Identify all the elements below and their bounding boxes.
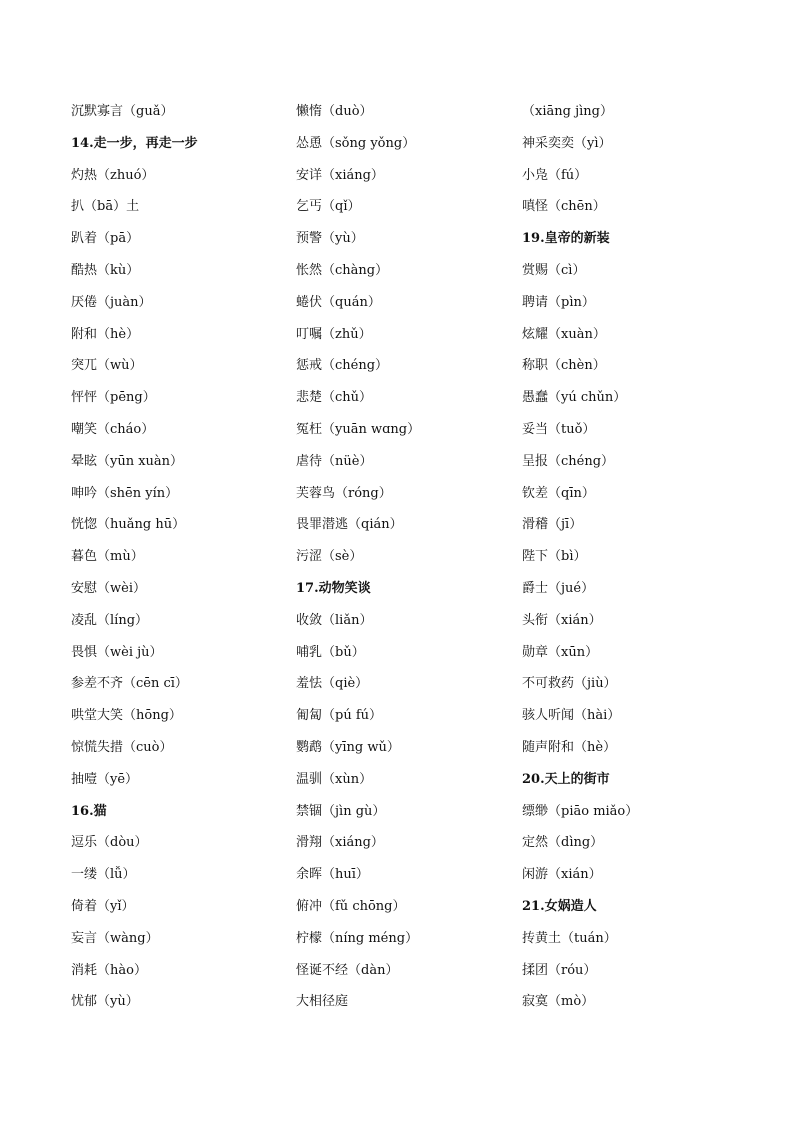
vocab-entry: 厌倦（juàn） — [71, 294, 152, 310]
vocab-entry: 预警（yù） — [296, 231, 364, 247]
vocab-entry: 收敛（liǎn） — [296, 612, 373, 628]
vocab-entry: 愚蠢（yú chǔn） — [522, 390, 627, 406]
vocab-entry: 安详（xiáng） — [296, 167, 384, 183]
vocab-entry: 突兀（wù） — [71, 358, 143, 374]
vocab-entry: 怅然（chàng） — [296, 262, 389, 278]
vocab-entry: 勋章（xūn） — [522, 644, 599, 660]
vocab-column-2 — [296, 96, 526, 1018]
vocab-entry: 小凫（fú） — [522, 167, 588, 183]
vocab-entry: 滑稽（jī） — [522, 517, 583, 533]
vocab-entry: 畏惧（wèi jù） — [71, 644, 163, 660]
vocab-entry: 神采奕奕（yì） — [522, 135, 612, 151]
vocab-entry: 忧郁（yù） — [71, 994, 139, 1010]
vocab-entry: 不可救药（jiù） — [522, 676, 617, 692]
vocab-entry: 叮嘱（zhǔ） — [296, 326, 372, 342]
lesson-heading: 14.走一步，再走一步 — [71, 135, 198, 151]
vocab-entry: 抟黄土（tuán） — [522, 930, 617, 946]
vocab-entry: 惊慌失措（cuò） — [71, 739, 173, 755]
vocab-entry: 抽噎（yē） — [71, 771, 139, 787]
vocab-entry: 妥当（tuǒ） — [522, 421, 596, 437]
vocab-entry: 凌乱（líng） — [71, 612, 149, 628]
vocab-entry: 灼热（zhuó） — [71, 167, 155, 183]
lesson-heading: 19.皇帝的新装 — [522, 231, 610, 247]
vocab-entry: 嘲笑（cháo） — [71, 421, 155, 437]
vocab-entry: 揉团（róu） — [522, 962, 597, 978]
vocab-entry: 扒（bā）土 — [71, 199, 140, 215]
vocab-entry: 怪诞不经（dàn） — [296, 962, 399, 978]
vocab-entry: 呈报（chéng） — [522, 453, 615, 469]
vocab-entry: 妄言（wàng） — [71, 930, 159, 946]
vocab-entry: 呻吟（shēn yín） — [71, 485, 179, 501]
vocab-entry: 缥缈（piāo miǎo） — [522, 803, 639, 819]
vocab-entry: 一缕（lǚ） — [71, 867, 136, 883]
vocab-entry: 温驯（xùn） — [296, 771, 373, 787]
vocab-entry: 蜷伏（quán） — [296, 294, 381, 310]
lesson-heading: 20.天上的街市 — [522, 771, 610, 787]
vocab-entry: 污涩（sè） — [296, 549, 363, 565]
vocab-entry: （xiāng jìng） — [522, 104, 613, 119]
vocab-entry: 大相径庭 — [296, 994, 349, 1010]
vocab-entry: 倚着（yǐ） — [71, 898, 135, 914]
vocab-entry: 懒惰（duò） — [296, 104, 373, 119]
vocab-entry: 哄堂大笑（hōng） — [71, 708, 182, 724]
vocab-entry: 沉默寡言（guǎ） — [71, 104, 174, 119]
vocab-entry: 定然（dìng） — [522, 835, 604, 851]
vocab-entry: 冤枉（yuān wɑng） — [296, 421, 421, 437]
vocab-entry: 寂寞（mò） — [522, 994, 595, 1010]
vocab-entry: 骇人听闻（hài） — [522, 708, 621, 724]
vocab-entry: 惩戒（chéng） — [296, 358, 389, 374]
vocab-entry: 赏赐（cì） — [522, 262, 586, 278]
vocab-entry: 暮色（mù） — [71, 549, 144, 565]
vocab-entry: 趴着（pā） — [71, 231, 140, 247]
vocab-entry: 陛下（bì） — [522, 549, 587, 565]
vocab-entry: 乞丐（qǐ） — [296, 199, 361, 215]
vocab-entry: 余晖（huī） — [296, 867, 369, 883]
vocab-entry: 逗乐（dòu） — [71, 835, 148, 851]
vocab-entry: 怦怦（pēng） — [71, 390, 156, 406]
vocab-entry: 晕眩（yūn xuàn） — [71, 453, 184, 469]
vocab-entry: 恍惚（huǎng hū） — [71, 517, 186, 533]
vocab-entry: 附和（hè） — [71, 326, 140, 342]
lesson-heading: 16.猫 — [71, 803, 107, 819]
vocab-entry: 禁锢（jìn gù） — [296, 803, 386, 819]
vocab-entry: 俯冲（fǔ chōng） — [296, 898, 406, 914]
lesson-heading: 21.女娲造人 — [522, 898, 597, 914]
lesson-heading: 17.动物笑谈 — [296, 580, 371, 596]
vocab-entry: 头衔（xián） — [522, 612, 602, 628]
vocab-entry: 鹦鹉（yīng wǔ） — [296, 739, 400, 755]
vocab-entry: 哺乳（bǔ） — [296, 644, 365, 660]
vocab-entry: 参差不齐（cēn cī） — [71, 676, 188, 692]
vocab-entry: 闲游（xián） — [522, 867, 602, 883]
vocab-entry: 炫耀（xuàn） — [522, 326, 606, 342]
vocab-entry: 虐待（nüè） — [296, 453, 373, 469]
vocab-entry: 消耗（hào） — [71, 962, 147, 978]
vocab-column-1 — [71, 96, 301, 1018]
vocab-entry: 嗔怪（chēn） — [522, 199, 606, 215]
vocab-entry: 钦差（qīn） — [522, 485, 595, 501]
vocab-column-3 — [522, 96, 752, 1018]
vocab-entry: 爵士（jué） — [522, 580, 595, 596]
vocab-entry: 柠檬（níng méng） — [296, 930, 419, 946]
vocab-entry: 聘请（pìn） — [522, 294, 595, 310]
vocab-entry: 称职（chèn） — [522, 358, 606, 374]
vocab-entry: 怂恿（sǒng yǒng） — [296, 135, 416, 151]
vocab-entry: 羞怯（qiè） — [296, 676, 369, 692]
vocab-entry: 芙蓉鸟（róng） — [296, 485, 392, 501]
vocab-entry: 酷热（kù） — [71, 262, 140, 278]
vocab-entry: 滑翔（xiáng） — [296, 835, 384, 851]
vocab-entry: 安慰（wèi） — [71, 580, 146, 596]
vocab-entry: 悲楚（chǔ） — [296, 390, 373, 406]
vocab-entry: 随声附和（hè） — [522, 739, 617, 755]
vocab-entry: 畏罪潜逃（qián） — [296, 517, 403, 533]
vocab-entry: 匍匐（pú fú） — [296, 708, 383, 724]
